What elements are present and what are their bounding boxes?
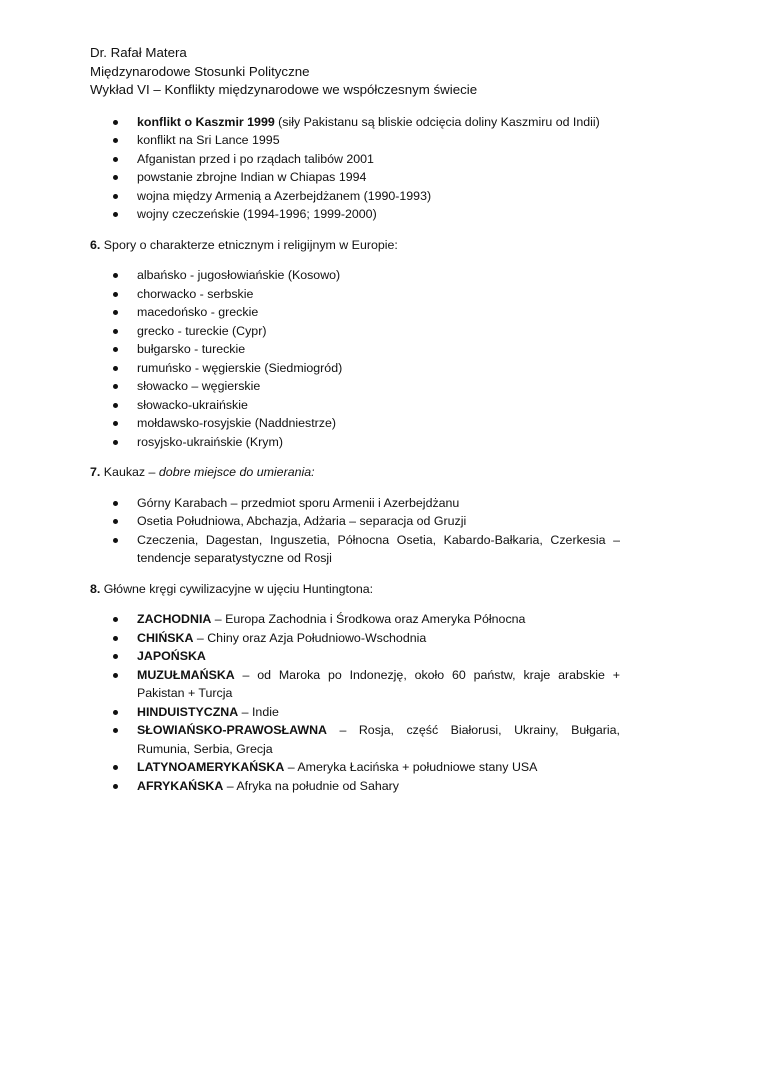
item-text: bułgarsko - tureckie [137, 342, 246, 356]
list-item [90, 359, 620, 378]
item-text: – Rosja, część Białorusi, Ukrainy, Bułgaria, Rumunia, Serbia, Grecja [137, 723, 620, 756]
course-line: Międzynarodowe Stosunki Polityczne [90, 63, 310, 79]
item-text: (siły Pakistanu są bliskie odcięcia doliny Kaszmiru od Indii) [274, 114, 600, 129]
list-item [90, 187, 620, 206]
bullet-icon [113, 519, 118, 524]
bullet-icon [113, 175, 118, 180]
bullet-icon [113, 440, 118, 445]
bullet-icon [113, 765, 118, 770]
list-item [90, 322, 620, 341]
list-item [90, 285, 620, 304]
list-item [90, 303, 620, 322]
list-item [90, 396, 620, 415]
list-item [90, 494, 620, 513]
list-item [90, 531, 620, 568]
section-6-list [90, 266, 620, 451]
bullet-icon [113, 617, 118, 622]
item-text: grecko - tureckie (Cypr) [137, 323, 267, 338]
item-bold: LATYNOAMERYKAŃSKA [137, 760, 285, 774]
list-item [90, 168, 620, 187]
list-item [90, 414, 620, 433]
bullet-icon [113, 403, 118, 408]
author-line: Dr. Rafał Matera [90, 45, 187, 60]
bullet-icon [113, 194, 118, 199]
bullet-icon [113, 538, 118, 543]
list-item [90, 150, 620, 169]
item-bold: SŁOWIAŃSKO-PRAWOSŁAWNA [137, 723, 327, 737]
item-bold: AFRYKAŃSKA [137, 778, 224, 793]
section-8-heading [90, 580, 620, 599]
list-item [90, 131, 620, 150]
list-item [90, 777, 620, 796]
bullet-icon [113, 501, 118, 506]
list-item [90, 340, 620, 359]
item-text: macedońsko - greckie [137, 305, 259, 319]
list-item [90, 512, 620, 531]
item-bold: CHIŃSKA [137, 630, 194, 645]
item-bold: konflikt o Kaszmir 1999 [137, 114, 275, 129]
list-item [90, 703, 620, 722]
document-header [90, 44, 620, 100]
bullet-icon [113, 654, 118, 659]
item-text: – Afryka na południe od Sahary [223, 778, 399, 793]
item-text: Czeczenia, Dagestan, Inguszetia, Północna Osetia, Kabardo-Bałkaria, Czerkesia – tendencje separatystyczne od Rosji [137, 532, 620, 565]
bullet-icon [113, 138, 118, 143]
section-title: Główne kręgi cywilizacyjne w ujęciu Huntingtona: [100, 581, 374, 596]
bullet-icon [113, 673, 118, 678]
bullet-icon [113, 728, 118, 733]
item-bold: MUZUŁMAŃSKA [137, 667, 235, 682]
bullet-icon [113, 273, 118, 278]
section-8-list [90, 610, 620, 795]
list-item [90, 433, 620, 452]
bullet-icon [113, 292, 118, 297]
section-number: 7. [90, 465, 101, 479]
bullet-icon [113, 329, 118, 334]
bullet-icon [113, 384, 118, 389]
section-number: 8. [90, 581, 101, 596]
item-bold: HINDUISTYCZNA [137, 704, 239, 719]
item-text: chorwacko - serbskie [137, 286, 254, 301]
list-item [90, 205, 620, 224]
item-text: Afganistan przed i po rządach talibów 2001 [137, 151, 374, 166]
item-text: – od Maroka po Indonezję, około 60 państw, kraje arabskie + Pakistan + Turcja [137, 667, 620, 700]
item-text: słowacko – węgierskie [137, 379, 261, 393]
item-text: wojna między Armenią a Azerbejdżanem (1990-1993) [137, 188, 432, 203]
list-item [90, 113, 620, 132]
lecture-line: Wykład VI – Konflikty międzynarodowe we współczesnym świecie [90, 82, 478, 97]
item-text: – Indie [238, 704, 279, 719]
list-item [90, 377, 620, 396]
bullet-icon [113, 636, 118, 641]
list-item [90, 647, 620, 666]
item-bold: ZACHODNIA [137, 612, 212, 626]
list-item [90, 610, 620, 629]
item-text: – Ameryka Łacińska + południowe stany USA [284, 760, 538, 774]
bullet-icon [113, 157, 118, 162]
item-text: rosyjsko-ukraińskie (Krym) [137, 434, 283, 449]
list-item [90, 721, 620, 758]
item-text: wojny czeczeńskie (1994-1996; 1999-2000) [137, 207, 377, 221]
item-text: rumuńsko - węgierskie (Siedmiogród) [137, 360, 343, 375]
item-text: albańsko - jugosłowiańskie (Kosowo) [137, 268, 341, 282]
bullet-icon [113, 120, 118, 125]
bullet-icon [113, 212, 118, 217]
item-text: konflikt na Sri Lance 1995 [137, 133, 280, 147]
bullet-icon [113, 310, 118, 315]
list-item [90, 266, 620, 285]
item-text: słowacko-ukraińskie [137, 397, 248, 412]
section-7-heading [90, 463, 620, 482]
item-text: powstanie zbrojne Indian w Chiapas 1994 [137, 170, 367, 184]
item-text: Górny Karabach – przedmiot sporu Armenii i Azerbejdżanu [137, 495, 460, 510]
list-item [90, 629, 620, 648]
section-number: 6. [90, 237, 101, 252]
item-text: mołdawsko-rosyjskie (Naddniestrze) [137, 416, 337, 430]
section-6-heading [90, 236, 620, 255]
list-item [90, 758, 620, 777]
item-bold: JAPOŃSKA [137, 649, 206, 663]
bullet-icon [113, 347, 118, 352]
section-7-list [90, 494, 620, 568]
item-text: Osetia Południowa, Abchazja, Adżaria – separacja od Gruzji [137, 514, 467, 528]
bullet-icon [113, 710, 118, 715]
section-title: Kaukaz – [100, 465, 159, 479]
bullet-icon [113, 784, 118, 789]
section-title-italic: dobre miejsce do umierania: [158, 465, 315, 479]
section-title: Spory o charakterze etnicznym i religijnym w Europie: [100, 237, 398, 252]
item-text: – Europa Zachodnia i Środkowa oraz Ameryka Północna [211, 612, 526, 626]
bullet-icon [113, 421, 118, 426]
bullet-icon [113, 366, 118, 371]
conflict-list [90, 113, 620, 224]
item-text: – Chiny oraz Azja Południowo-Wschodnia [193, 630, 427, 645]
list-item [90, 666, 620, 703]
